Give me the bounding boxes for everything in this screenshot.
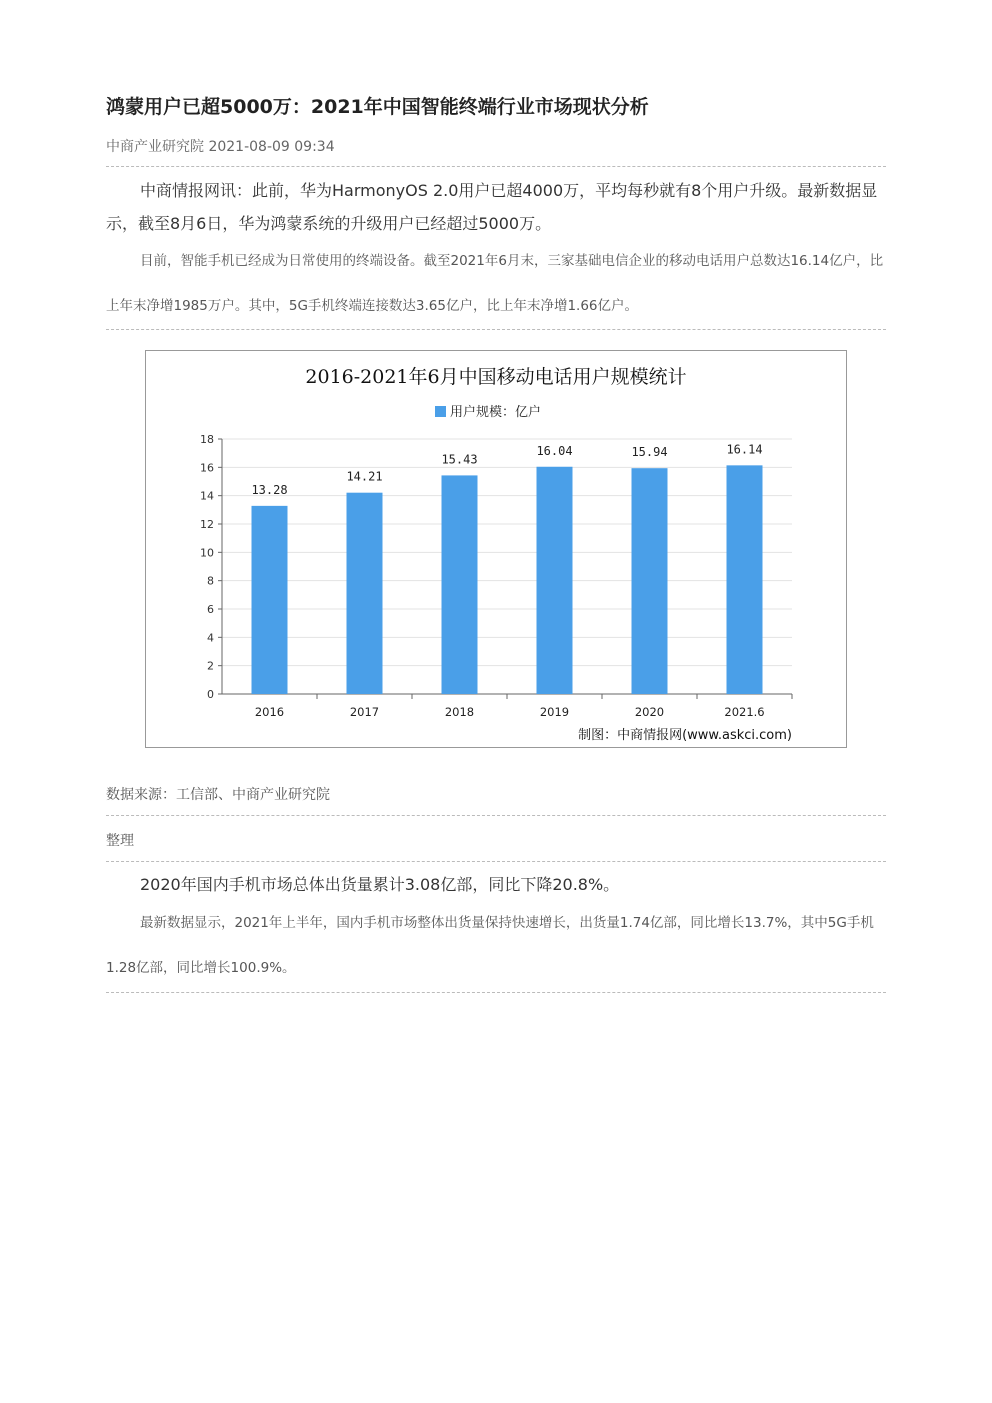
y-tick-label: 2 (207, 659, 214, 673)
data-label: 16.04 (536, 443, 573, 458)
bar (727, 465, 763, 694)
data-source: 数据来源：工信部、中商产业研究院 (106, 787, 330, 803)
data-label: 13.28 (251, 482, 288, 497)
x-tick-label: 2016 (254, 705, 285, 719)
x-tick-label: 2017 (349, 705, 380, 719)
y-tick-label: 0 (207, 688, 214, 701)
article-title: 鸿蒙用户已超5000万：2021年中国智能终端行业市场现状分析 (106, 96, 649, 118)
bar-chart (146, 351, 846, 747)
chart-title: 2016-2021年6月中国移动电话用户规模统计 (305, 366, 687, 388)
x-tick-label: 2019 (539, 705, 570, 719)
y-tick-label: 12 (200, 518, 214, 531)
x-tick-label: 2020 (634, 705, 665, 719)
article-meta: 中商产业研究院 2021-08-09 09:34 (106, 139, 335, 155)
bar (442, 475, 478, 694)
y-tick-label: 6 (207, 603, 214, 616)
data-label: 15.94 (631, 445, 668, 460)
divider (106, 861, 886, 862)
bar (252, 506, 288, 694)
legend-swatch (435, 406, 446, 417)
y-tick-label: 16 (200, 461, 214, 475)
legend-label: 用户规模：亿户 (450, 405, 542, 420)
y-tick-label: 10 (200, 546, 214, 560)
y-tick-label: 18 (200, 433, 214, 446)
data-label: 14.21 (346, 469, 383, 484)
divider (106, 815, 886, 816)
data-label: 15.43 (441, 452, 478, 467)
x-tick-label: 2018 (444, 705, 475, 719)
bar (347, 493, 383, 694)
bar (537, 467, 573, 694)
divider (106, 166, 886, 167)
paragraph-2: 最新数据显示，2021年上半年，国内手机市场整体出货量保持快速增长，出货量1.74亿部，同比增长13.7%，其中5G手机1.28亿部，同比增长100.9%。 (106, 915, 874, 976)
divider (106, 329, 886, 330)
bar (632, 468, 668, 694)
y-tick-label: 14 (200, 489, 214, 503)
paragraph: 目前，智能手机已经成为日常使用的终端设备。截至2021年6月末，三家基础电信企业的移动电话用户总数达16.14亿户，比上年末净增1985万户。其中，5G手机终端连接数达3.65亿户，比上年末净增1.66亿户。 (106, 253, 884, 314)
lead-paragraph-2: 2020年国内手机市场总体出货量累计3.08亿部，同比下降20.8%。 (140, 875, 620, 894)
x-tick-label: 2021.6 (724, 705, 765, 719)
lead-paragraph: 中商情报网讯：此前，华为HarmonyOS 2.0用户已超4000万，平均每秒就有8个用户升级。最新数据显示，截至8月6日，华为鸿蒙系统的升级用户已经超过5000万。 (106, 181, 878, 233)
data-label: 16.14 (726, 442, 763, 457)
chart (145, 350, 847, 748)
divider (106, 992, 886, 993)
arrange-note: 整理 (106, 833, 134, 849)
y-tick-label: 8 (207, 574, 214, 588)
y-tick-label: 4 (207, 631, 214, 645)
chart-credit: 制图：中商情报网(www.askci.com) (578, 728, 792, 743)
